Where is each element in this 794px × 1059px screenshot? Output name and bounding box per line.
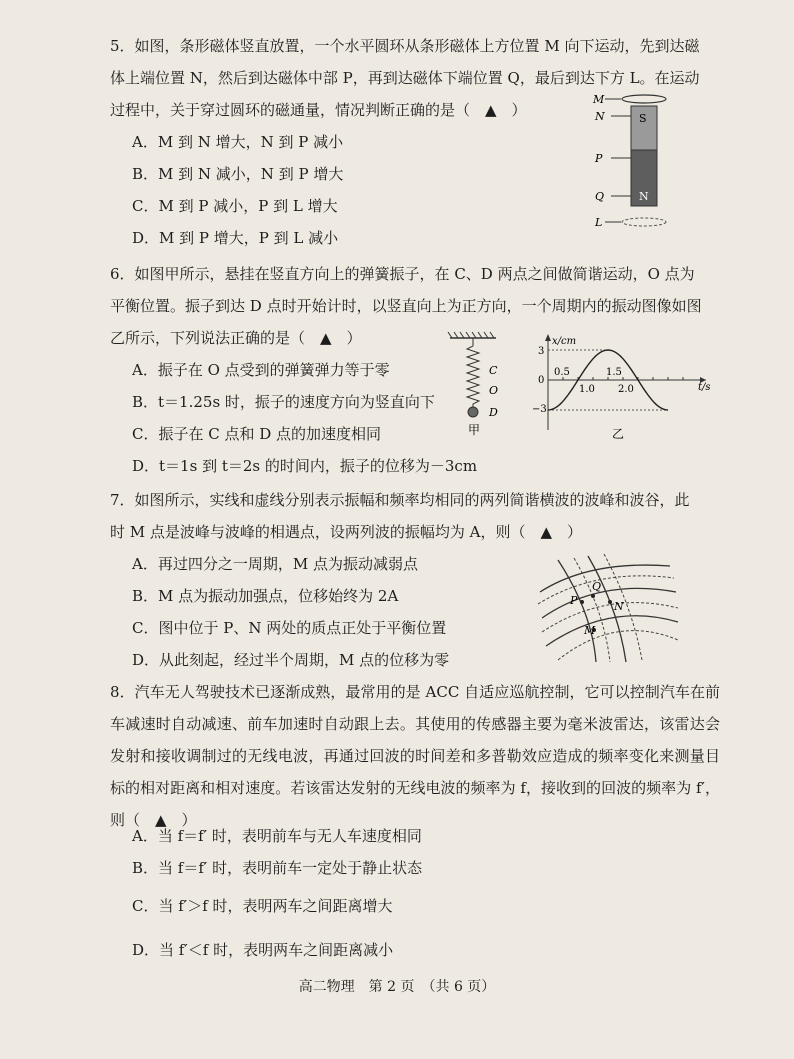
label-m: M	[584, 624, 596, 637]
q8-option-c: C．当 f′＞f 时，表明两车之间距离增大	[132, 897, 393, 915]
label-q: Q	[595, 190, 605, 203]
q6-option-a: A．振子在 O 点受到的弹簧弹力等于零	[132, 361, 390, 379]
label-m: M	[593, 93, 605, 106]
q5-option-a: A．M 到 N 增大，N 到 P 减小	[132, 133, 344, 151]
ring-bottom	[622, 218, 666, 226]
magnet-pole-n: N	[639, 190, 649, 203]
q7-wave-interference-figure	[530, 552, 680, 664]
x-tick-0-5: 0.5	[554, 367, 570, 378]
label-p: P	[570, 594, 578, 607]
q5-option-b: B．M 到 N 减小，N 到 P 增大	[132, 165, 344, 183]
q6-spring-figure	[444, 330, 524, 440]
q7-option-a: A．再过四分之一周期，M 点为振动减弱点	[132, 555, 418, 573]
label-c: C	[489, 364, 498, 377]
oscillator-ball	[468, 407, 478, 417]
q6-line-2: 平衡位置。振子到达 D 点时开始计时，以竖直向上为正方向，一个周期内的振动图像如图	[110, 297, 702, 315]
x-tick-1-0: 1.0	[579, 384, 595, 395]
q6-oscillation-chart	[528, 332, 718, 444]
q7-option-b: B．M 点为振动加强点，位移始终为 2A	[132, 587, 399, 605]
caption-yi: 乙	[612, 427, 625, 441]
x-axis-label: t/s	[698, 382, 711, 393]
label-p: P	[595, 152, 603, 165]
x-tick-1-5: 1.5	[606, 367, 622, 378]
q7-option-d: D．从此刻起，经过半个周期，M 点的位移为零	[132, 651, 450, 669]
label-d: D	[489, 406, 498, 419]
q6-option-d: D．t＝1s 到 t＝2s 的时间内，振子的位移为－3cm	[132, 457, 478, 475]
q5-line-3: 过程中，关于穿过圆环的磁通量，情况判断正确的是（ ▲ ）	[110, 101, 527, 119]
q5-line-1: 5．如图，条形磁体竖直放置，一个水平圆环从条形磁体上方位置 M 向下运动，先到达磁	[110, 37, 700, 55]
q7-line-1: 7．如图所示，实线和虚线分别表示振幅和频率均相同的两列简谐横波的波峰和波谷，此	[110, 491, 690, 509]
label-l: L	[595, 216, 603, 229]
label-q: Q	[592, 580, 602, 593]
q7-option-c: C．图中位于 P、N 两处的质点正处于平衡位置	[132, 619, 447, 637]
q6-line-3: 乙所示，下列说法正确的是（ ▲ ）	[110, 329, 362, 347]
q5-option-c: C．M 到 P 减小，P 到 L 增大	[132, 197, 338, 215]
q6-option-b: B．t＝1.25s 时，振子的速度方向为竖直向下	[132, 393, 435, 411]
q5-line-2: 体上端位置 N，然后到达磁体中部 P，再到达磁体下端位置 Q，最后到达下方 L。在运动	[110, 69, 700, 87]
q6-option-c: C．振子在 C 点和 D 点的加速度相同	[132, 425, 382, 443]
magnet-pole-s: S	[639, 112, 647, 125]
y-tick-0: 0	[538, 375, 545, 386]
q5-magnet-figure	[585, 88, 695, 238]
q8-paragraph: 8．汽车无人驾驶技术已逐渐成熟，最常用的是 ACC 自适应巡航控制，它可以控制汽车在前车减速时自动减速、前车加速时自动跟上去。其使用的传感器主要为毫米波雷达，该雷达会发射和接收调制过的无线电波，再通过回波的时间差和多普勒效应造成的频率变化来测量目标的相对距离和相对速度。若该雷达发射的无线电波的频率为 f，接收到的回波的频率为 f′，则（ ▲ ）	[110, 683, 720, 829]
page-footer: 高二物理 第 2 页 （共 6 页）	[298, 979, 496, 995]
spring	[467, 338, 479, 408]
label-n: N	[595, 110, 605, 123]
q8-option-a: A．当 f＝f′ 时，表明前车与无人车速度相同	[132, 827, 422, 845]
y-tick-neg3: −3	[532, 404, 547, 415]
q5-option-d: D．M 到 P 增大，P 到 L 减小	[132, 229, 339, 247]
y-axis-label: x/cm	[552, 336, 577, 347]
q8-option-b: B．当 f＝f′ 时，表明前车一定处于静止状态	[132, 859, 423, 877]
label-n: N	[614, 600, 624, 613]
x-tick-2-0: 2.0	[618, 384, 634, 395]
q7-line-2: 时 M 点是波峰与波峰的相遇点，设两列波的振幅均为 A，则（ ▲ ）	[110, 523, 583, 541]
q8-option-d: D．当 f′＜f 时，表明两车之间距离减小	[132, 941, 394, 959]
caption-jia: 甲	[468, 423, 481, 437]
ring-top	[622, 95, 666, 103]
q6-line-1: 6．如图甲所示，悬挂在竖直方向上的弹簧振子，在 C、D 两点之间做简谐运动，O 点为	[110, 265, 695, 283]
y-tick-3: 3	[538, 346, 545, 357]
label-o: O	[489, 384, 499, 397]
